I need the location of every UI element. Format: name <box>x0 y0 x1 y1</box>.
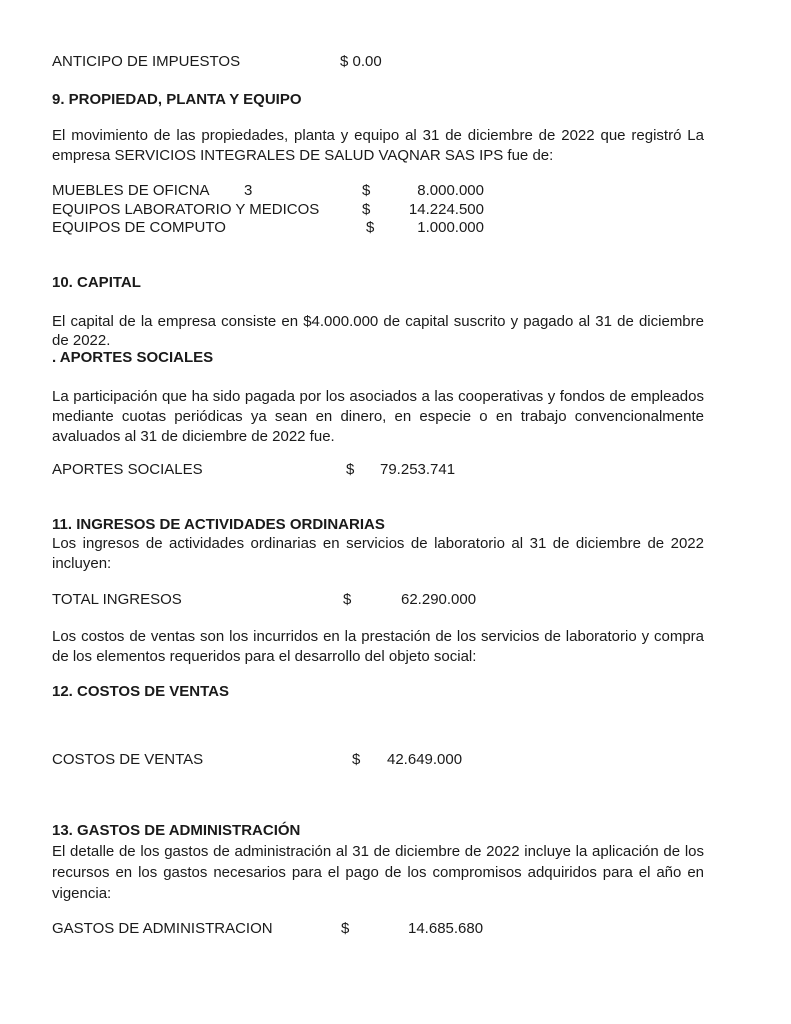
section-10-paragraph: El capital de la empresa consiste en $4.000.000 de capital suscrito y pagado al 31 de diciembre de 2022. <box>52 313 704 349</box>
section-11-heading: 11. INGRESOS DE ACTIVIDADES ORDINARIAS <box>52 516 385 533</box>
asset-amount: 14.224.500 <box>408 201 484 218</box>
aportes-amount: 79.253.741 <box>380 461 456 478</box>
ingresos-label: TOTAL INGRESOS <box>52 591 182 608</box>
asset-label: EQUIPOS DE COMPUTO <box>52 219 226 236</box>
ingresos-currency: $ <box>343 591 352 608</box>
gastos-currency: $ <box>341 920 350 937</box>
section-9-paragraph: El movimiento de las propiedades, planta y equipo al 31 de diciembre de 2022 que registró La empresa SERVICIOS INTEGRALES DE SALUD VAQNAR SAS IPS fue de: <box>52 127 704 164</box>
section-13-heading: 13. GASTOS DE ADMINISTRACIÓN <box>52 822 301 839</box>
asset-label: EQUIPOS LABORATORIO Y MEDICOS <box>52 201 320 218</box>
aportes-paragraph: La participación que ha sido pagada por los asociados a las cooperativas y fondos de empleados mediante cuotas periódicas ya sean en dinero, en especie o en trabajo convencionalmente avaluados al 31 de diciembre de 2022 fue. <box>52 388 704 445</box>
asset-currency: $ <box>362 182 371 199</box>
anticipo-label: ANTICIPO DE IMPUESTOS <box>52 53 241 70</box>
asset-amount: 1.000.000 <box>417 219 484 236</box>
asset-label: MUEBLES DE OFICNA <box>52 182 210 199</box>
aportes-subheading: . APORTES SOCIALES <box>52 349 214 366</box>
asset-qty: 3 <box>244 182 253 199</box>
section-9-heading: 9. PROPIEDAD, PLANTA Y EQUIPO <box>52 91 302 108</box>
section-12-heading: 12. COSTOS DE VENTAS <box>52 683 229 700</box>
aportes-currency: $ <box>346 461 355 478</box>
asset-amount: 8.000.000 <box>417 182 484 199</box>
gastos-amount: 14.685.680 <box>408 920 484 937</box>
section-11-paragraph: Los ingresos de actividades ordinarias en servicios de laboratorio al 31 de diciembre de 2022 incluyen: <box>52 535 704 572</box>
anticipo-value: $ 0.00 <box>340 53 382 70</box>
section-10-heading: 10. CAPITAL <box>52 274 141 291</box>
ingresos-amount: 62.290.000 <box>401 591 477 608</box>
gastos-label: GASTOS DE ADMINISTRACION <box>52 920 273 937</box>
costos-currency: $ <box>352 751 361 768</box>
asset-currency: $ <box>362 201 371 218</box>
asset-currency: $ <box>366 219 375 236</box>
costos-amount: 42.649.000 <box>387 751 463 768</box>
section-13-paragraph: El detalle de los gastos de administración al 31 de diciembre de 2022 incluye la aplicación de los recursos en los gastos necesarios para el pago de los compromisos adquiridos para el año en vigencia: <box>52 843 704 902</box>
costos-intro-paragraph: Los costos de ventas son los incurridos en la prestación de los servicios de laboratorio y compra de los elementos requeridos para el desarrollo del objeto social: <box>52 628 704 665</box>
costos-label: COSTOS DE VENTAS <box>52 751 204 768</box>
aportes-label: APORTES SOCIALES <box>52 461 203 478</box>
